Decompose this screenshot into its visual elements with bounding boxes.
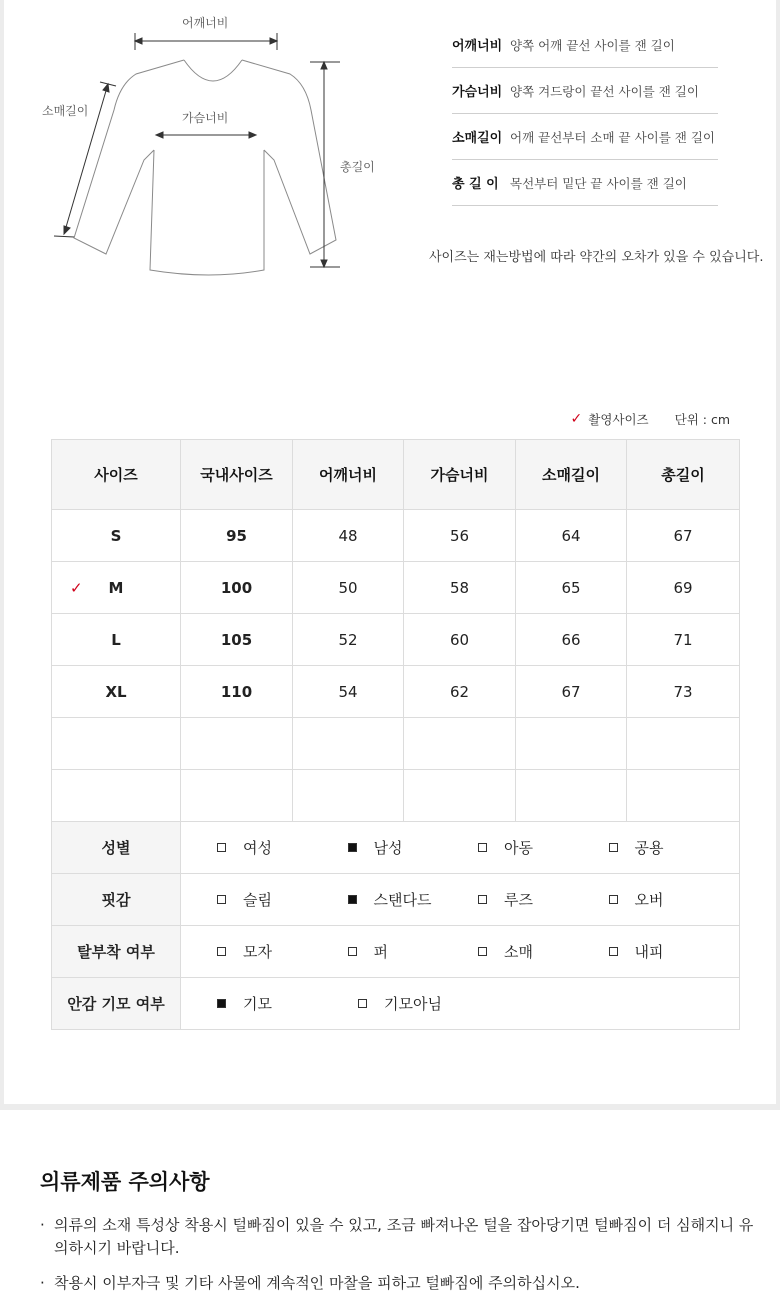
option-female <box>217 837 348 858</box>
option-label: 소매 <box>504 943 533 961</box>
empty-cell <box>293 718 404 770</box>
attribute-label: 탈부착 여부 <box>52 926 181 978</box>
table-row <box>52 614 740 666</box>
table-header-row <box>52 440 740 510</box>
unit-label: 단위 : cm <box>674 412 730 427</box>
chest-cell: 60 <box>404 614 516 666</box>
option-label: 아동 <box>504 839 533 857</box>
bullet-icon: · <box>40 1216 45 1234</box>
check-icon: ✓ <box>570 411 583 427</box>
empty-cell <box>52 718 181 770</box>
option-unisex <box>609 837 740 858</box>
option-not-brushed <box>358 993 499 1014</box>
attribute-label: 성별 <box>52 822 181 874</box>
attribute-label: 핏감 <box>52 874 181 926</box>
option-label: 루즈 <box>504 891 533 909</box>
table-row <box>52 510 740 562</box>
header-shoulder: 어깨너비 <box>293 440 404 510</box>
header-size: 사이즈 <box>52 440 181 510</box>
chest-cell: 62 <box>404 666 516 718</box>
option-kids <box>478 837 609 858</box>
size-value: M <box>108 578 124 597</box>
option-standard <box>348 889 479 910</box>
list-item-text: 착용시 이부자극 및 기타 사물에 계속적인 마찰을 피하고 털빠짐에 주의하십시오. <box>54 1274 580 1292</box>
option-brushed <box>217 993 358 1014</box>
shoulder-cell: 48 <box>293 510 404 562</box>
check-icon: ✓ <box>70 578 83 597</box>
table-row <box>52 666 740 718</box>
checked-box-icon <box>217 999 226 1008</box>
attribute-options <box>181 874 740 926</box>
length-cell: 69 <box>627 562 740 614</box>
header-sleeve: 소매길이 <box>516 440 627 510</box>
definition-row <box>452 114 718 160</box>
length-cell: 67 <box>627 510 740 562</box>
left-sleeve-outline <box>74 60 184 254</box>
care-list <box>40 1214 760 1307</box>
table-row-empty <box>52 770 740 822</box>
sleeve-cell: 66 <box>516 614 627 666</box>
shoulder-label: 어깨너비 <box>182 16 229 30</box>
attribute-row-detachable <box>52 926 740 978</box>
empty-cell <box>181 718 293 770</box>
size-cell: XL <box>52 666 181 718</box>
attribute-row-gender <box>52 822 740 874</box>
empty-cell <box>52 770 181 822</box>
table-row-empty <box>52 718 740 770</box>
measurement-definitions <box>452 22 718 206</box>
definition-row <box>452 68 718 114</box>
sleeve-label: 소매길이 <box>42 104 89 118</box>
option-label: 내피 <box>634 943 664 961</box>
option-fur <box>348 941 479 962</box>
definition-desc: 양쪽 겨드랑이 끝선 사이를 잰 길이 <box>510 83 699 99</box>
checkbox-icon <box>217 843 226 852</box>
option-hood <box>217 941 348 962</box>
option-label: 기모아님 <box>384 995 442 1013</box>
option-male <box>348 837 479 858</box>
domestic-size-cell: 100 <box>181 562 293 614</box>
size-legend <box>571 410 730 428</box>
option-label: 스탠다드 <box>373 891 432 909</box>
option-label: 오버 <box>634 891 664 909</box>
checkbox-icon <box>358 999 367 1008</box>
attribute-label: 안감 기모 여부 <box>52 978 181 1030</box>
definition-desc: 목선부터 밑단 끝 사이를 잰 길이 <box>510 175 687 191</box>
checkbox-icon <box>609 947 618 956</box>
header-domestic-size: 국내사이즈 <box>181 440 293 510</box>
checkbox-icon <box>217 895 226 904</box>
care-title: 의류제품 주의사항 <box>40 1170 210 1194</box>
table-row <box>52 562 740 614</box>
definition-term: 가슴너비 <box>452 85 503 100</box>
size-cell <box>52 562 181 614</box>
right-sleeve-outline <box>242 60 336 254</box>
empty-cell <box>627 718 740 770</box>
definition-row <box>452 160 718 206</box>
garment-diagram <box>34 10 394 285</box>
checked-box-icon <box>348 895 357 904</box>
body-outline <box>150 150 264 275</box>
sleeve-cell: 65 <box>516 562 627 614</box>
list-item-text: 의류의 소재 특성상 착용시 털빠짐이 있을 수 있고, 조금 빠져나온 털을 잡아당기면 털빠짐이 더 심해지니 유의하시기 바랍니다. <box>54 1216 754 1257</box>
domestic-size-cell: 95 <box>181 510 293 562</box>
empty-cell <box>293 770 404 822</box>
attribute-options <box>181 822 740 874</box>
header-chest: 가슴너비 <box>404 440 516 510</box>
option-label: 슬림 <box>243 891 272 909</box>
size-cell: S <box>52 510 181 562</box>
checked-box-icon <box>348 843 357 852</box>
checkbox-icon <box>478 895 487 904</box>
option-liner <box>609 941 740 962</box>
option-label: 남성 <box>373 839 403 857</box>
attribute-options <box>181 978 740 1030</box>
shoulder-cell: 54 <box>293 666 404 718</box>
option-label: 공용 <box>634 839 664 857</box>
definition-term: 총 길 이 <box>452 177 499 192</box>
option-loose <box>478 889 609 910</box>
checkbox-icon <box>609 895 618 904</box>
empty-cell <box>404 770 516 822</box>
shoulder-cell: 50 <box>293 562 404 614</box>
empty-cell <box>404 718 516 770</box>
checkbox-icon <box>217 947 226 956</box>
definition-row <box>452 22 718 68</box>
domestic-size-cell: 105 <box>181 614 293 666</box>
shoulder-cell: 52 <box>293 614 404 666</box>
definition-term: 소매길이 <box>452 131 503 146</box>
option-over <box>609 889 740 910</box>
header-length: 총길이 <box>627 440 740 510</box>
list-item <box>40 1272 760 1295</box>
option-label: 모자 <box>243 943 272 961</box>
checkbox-icon <box>348 947 357 956</box>
empty-cell <box>627 770 740 822</box>
measurement-note: 사이즈는 재는방법에 따라 약간의 오차가 있을 수 있습니다. <box>429 250 764 265</box>
panel-divider <box>0 1104 780 1110</box>
checkbox-icon <box>609 843 618 852</box>
bullet-icon: · <box>40 1274 45 1292</box>
size-table <box>51 439 740 1030</box>
empty-cell <box>516 770 627 822</box>
legend-label: 촬영사이즈 <box>588 412 649 427</box>
length-cell: 73 <box>627 666 740 718</box>
sleeve-cell: 67 <box>516 666 627 718</box>
length-cell: 71 <box>627 614 740 666</box>
option-label: 기모 <box>243 995 272 1013</box>
checkbox-icon <box>478 843 487 852</box>
neckline <box>184 60 242 81</box>
domestic-size-cell: 110 <box>181 666 293 718</box>
list-item <box>40 1214 760 1260</box>
definition-desc: 양쪽 어깨 끝선 사이를 잰 길이 <box>510 37 675 53</box>
length-label: 총길이 <box>340 160 375 174</box>
attribute-row-fit <box>52 874 740 926</box>
option-label: 퍼 <box>373 943 388 961</box>
definition-term: 어깨너비 <box>452 39 503 54</box>
sleeve-cell: 64 <box>516 510 627 562</box>
chest-cell: 56 <box>404 510 516 562</box>
attribute-row-brushed <box>52 978 740 1030</box>
option-label: 여성 <box>243 839 272 857</box>
empty-cell <box>181 770 293 822</box>
definition-desc: 어깨 끝선부터 소매 끝 사이를 잰 길이 <box>510 129 715 145</box>
option-slim <box>217 889 348 910</box>
checkbox-icon <box>478 947 487 956</box>
size-cell: L <box>52 614 181 666</box>
chest-cell: 58 <box>404 562 516 614</box>
option-sleeve <box>478 941 609 962</box>
attribute-options <box>181 926 740 978</box>
chest-label: 가슴너비 <box>182 111 229 125</box>
empty-cell <box>516 718 627 770</box>
